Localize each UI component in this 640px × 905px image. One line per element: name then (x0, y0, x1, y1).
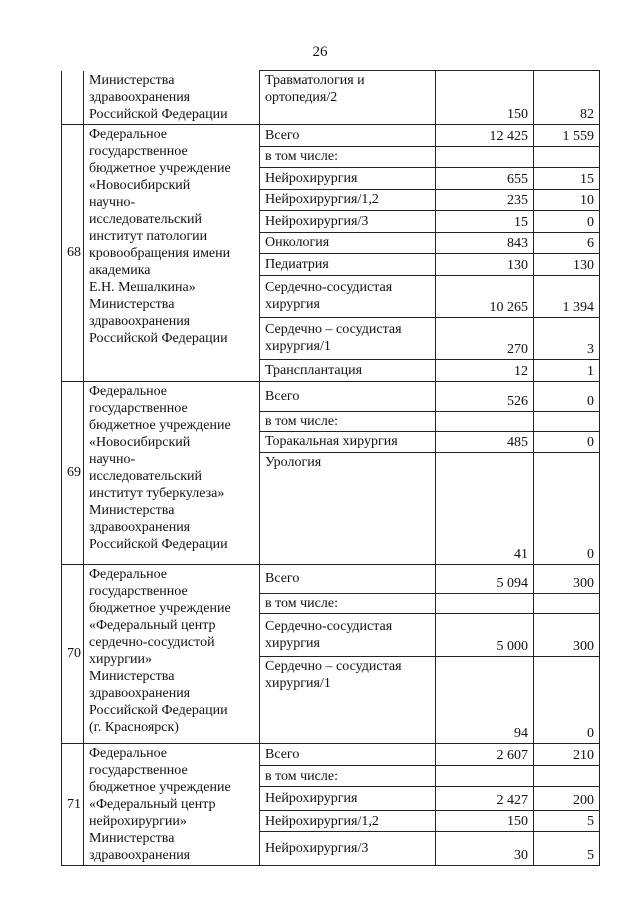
value-cell-total: 41 (436, 452, 534, 564)
specialty-cell: Нейрохирургия (260, 786, 436, 810)
organization-line: «Новосибирский (89, 177, 191, 193)
organization-line: здравоохранения (89, 847, 191, 863)
organization-line: Министерства (89, 502, 175, 518)
value-cell-total (436, 411, 534, 431)
organization-line: бюджетное учреждение (89, 779, 231, 795)
entry-number: 68 (62, 124, 84, 381)
specialty-cell: Нейрохирургия/3 (260, 210, 436, 232)
value-cell-secondary: 6 (534, 232, 600, 253)
specialty-cell: Всего (260, 124, 436, 146)
organization-line: «Федеральный центр (89, 617, 216, 633)
entry-number: 69 (62, 381, 84, 564)
organization-line: Министерства (89, 830, 175, 846)
organization-cell (84, 71, 260, 125)
specialty-cell: Онкология (260, 232, 436, 253)
value-cell-secondary (534, 146, 600, 167)
value-cell-total: 526 (436, 381, 534, 411)
organization-line: институт патологии (89, 228, 208, 244)
organization-line: Российской Федерации (89, 330, 228, 346)
specialty-cell: Педиатрия (260, 253, 436, 275)
organization-line: хирургии» (89, 651, 153, 667)
table-row (62, 564, 600, 593)
organization-line: исследовательский (89, 211, 203, 227)
specialty-cell: Сердечно-сосудистая хирургия (260, 275, 436, 317)
value-cell-total: 5 094 (436, 564, 534, 593)
organization-line: нейрохирургии» (89, 813, 187, 829)
value-cell-total: 130 (436, 253, 534, 275)
value-cell-total: 150 (436, 810, 534, 832)
organization-line: Российской Федерации (89, 106, 228, 122)
specialty-cell: Всего (260, 381, 436, 411)
value-cell-total: 12 (436, 359, 534, 381)
value-cell-total: 843 (436, 232, 534, 253)
value-cell-secondary: 0 (534, 656, 600, 743)
table-row (62, 743, 600, 766)
organization-line: здравоохранения (89, 313, 191, 329)
value-cell-secondary: 3 (534, 317, 600, 359)
organization-line: Федеральное (89, 745, 168, 761)
specialty-cell: Всего (260, 564, 436, 593)
specialty-cell: в том числе: (260, 146, 436, 167)
value-cell-secondary: 82 (534, 71, 600, 125)
organization-line: Федеральное (89, 383, 168, 399)
organization-line: (г. Красноярск) (89, 719, 179, 735)
value-cell-secondary: 10 (534, 189, 600, 210)
value-cell-secondary: 5 (534, 810, 600, 832)
entry-number (62, 71, 84, 125)
organization-line: государственное (89, 762, 188, 778)
organization-line: сердечно-сосудистой (89, 634, 215, 650)
value-cell-total (436, 146, 534, 167)
organization-line: Е.Н. Мешалкина» (89, 279, 196, 295)
value-cell-secondary: 210 (534, 743, 600, 766)
specialty-cell: в том числе: (260, 766, 436, 787)
organization-cell (84, 124, 260, 381)
organization-line: Российской Федерации (89, 536, 228, 552)
value-cell-total: 5 000 (436, 613, 534, 656)
entry-number: 71 (62, 743, 84, 865)
organization-line: Министерства (89, 72, 175, 88)
organization-line: академика (89, 262, 151, 278)
specialty-cell: Трансплантация (260, 359, 436, 381)
value-cell-secondary: 0 (534, 431, 600, 452)
table-row (62, 71, 600, 125)
organization-cell (84, 381, 260, 564)
organization-line: кровообращения имени (89, 245, 231, 261)
specialty-cell: Нейрохирургия/3 (260, 832, 436, 865)
value-cell-total: 235 (436, 189, 534, 210)
value-cell-secondary: 0 (534, 452, 600, 564)
specialty-cell: Нейрохирургия/1,2 (260, 810, 436, 832)
specialty-cell: Сердечно – сосудистая хирургия/1 (260, 317, 436, 359)
value-cell-total: 2 427 (436, 786, 534, 810)
specialty-cell: в том числе: (260, 593, 436, 613)
specialty-cell: Сердечно-сосудистая хирургия (260, 613, 436, 656)
organization-line: Федеральное (89, 566, 168, 582)
value-cell-secondary: 300 (534, 564, 600, 593)
value-cell-total: 12 425 (436, 124, 534, 146)
organization-line: бюджетное учреждение (89, 600, 231, 616)
value-cell-secondary (534, 593, 600, 613)
organization-cell (84, 743, 260, 865)
value-cell-secondary: 0 (534, 210, 600, 232)
organization-line: бюджетное учреждение (89, 417, 231, 433)
organization-line: государственное (89, 583, 188, 599)
value-cell-secondary (534, 766, 600, 787)
value-cell-secondary (534, 411, 600, 431)
organization-line: институт туберкулеза» (89, 485, 225, 501)
value-cell-total (436, 593, 534, 613)
value-cell-total: 10 265 (436, 275, 534, 317)
organization-line: Министерства (89, 296, 175, 312)
specialty-cell: Торакальная хирургия (260, 431, 436, 452)
table-row (62, 124, 600, 146)
value-cell-secondary: 0 (534, 381, 600, 411)
value-cell-secondary: 5 (534, 832, 600, 865)
organization-line: научно- (89, 451, 136, 467)
value-cell-secondary: 1 (534, 359, 600, 381)
table-row (62, 381, 600, 411)
specialty-cell: Сердечно – сосудистая хирургия/1 (260, 656, 436, 743)
organization-line: научно- (89, 194, 136, 210)
specialty-cell: Травматология и ортопедия/2 (260, 71, 436, 125)
organization-line: Министерства (89, 668, 175, 684)
specialty-cell: Нейрохирургия (260, 167, 436, 189)
organization-line: здравоохранения (89, 685, 191, 701)
organization-cell (84, 564, 260, 743)
value-cell-total: 485 (436, 431, 534, 452)
specialty-cell: в том числе: (260, 411, 436, 431)
organization-line: Российской Федерации (89, 702, 228, 718)
value-cell-total: 655 (436, 167, 534, 189)
value-cell-total: 15 (436, 210, 534, 232)
entry-number: 70 (62, 564, 84, 743)
page-number: 26 (312, 44, 328, 60)
specialty-cell: Нейрохирургия/1,2 (260, 189, 436, 210)
organization-line: бюджетное учреждение (89, 160, 231, 176)
organization-line: Федеральное (89, 126, 168, 142)
allocation-table (61, 70, 600, 866)
organization-line: здравоохранения (89, 519, 191, 535)
value-cell-secondary: 200 (534, 786, 600, 810)
value-cell-total: 270 (436, 317, 534, 359)
organization-line: «Новосибирский (89, 434, 191, 450)
value-cell-secondary: 1 559 (534, 124, 600, 146)
value-cell-secondary: 300 (534, 613, 600, 656)
organization-line: государственное (89, 400, 188, 416)
value-cell-secondary: 1 394 (534, 275, 600, 317)
organization-line: государственное (89, 143, 188, 159)
organization-line: «Федеральный центр (89, 796, 216, 812)
value-cell-secondary: 15 (534, 167, 600, 189)
value-cell-total: 150 (436, 71, 534, 125)
organization-line: исследовательский (89, 468, 203, 484)
value-cell-total: 2 607 (436, 743, 534, 766)
value-cell-secondary: 130 (534, 253, 600, 275)
value-cell-total: 94 (436, 656, 534, 743)
specialty-cell: Урология (260, 452, 436, 564)
value-cell-total: 30 (436, 832, 534, 865)
organization-line: здравоохранения (89, 89, 191, 105)
value-cell-total (436, 766, 534, 787)
specialty-cell: Всего (260, 743, 436, 766)
